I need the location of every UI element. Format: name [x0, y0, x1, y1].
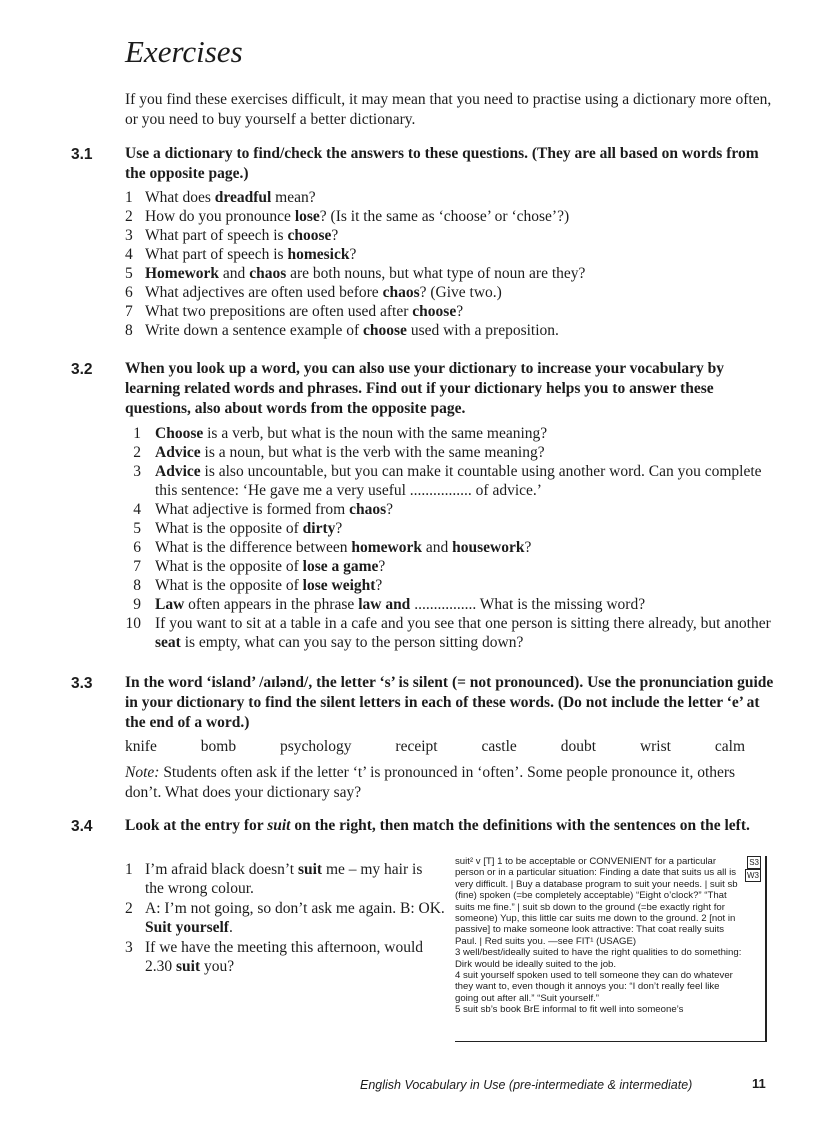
keyword: dirty — [302, 520, 336, 537]
item-text: What adjective is formed from — [155, 501, 350, 518]
dictionary-sense: 5 suit sb’s book BrE informal to fit well into someone’s — [455, 1004, 684, 1016]
item-number: 1 — [125, 189, 133, 206]
keyword: suit — [297, 861, 323, 878]
item-number: 3 — [125, 227, 133, 244]
item-text: I’m afraid black doesn’t — [145, 861, 298, 878]
question-item — [125, 226, 775, 245]
item-number: 4 — [125, 246, 133, 263]
dictionary-sense: suit² v [T] 1 to be acceptable or CONVENIENT for a particular person or in a particular situation: Finding a date that suits us all is very difficult. | Buy a database program to suit your needs. | suit sb (fine) spoken (=be completely acceptable) “Eight o’clock?” “That suits me fine.” | suit sb down to the ground (=be exactly right for someone) Yup, this little car suits me down to the ground. 2 [not in passive] to make someone look attractive: That coat really suits Paul. | Red suits you. —see FIT¹ (USAGE) — [455, 856, 738, 947]
keyword: Homework — [145, 265, 220, 282]
heading-word: suit — [267, 817, 291, 834]
question-item — [127, 443, 779, 462]
item-text: ? — [375, 577, 383, 594]
question-item — [127, 557, 779, 576]
keyword: seat — [155, 634, 181, 651]
question-item — [125, 264, 775, 283]
question-item — [127, 462, 779, 500]
sentence-item — [125, 860, 445, 898]
question-item — [125, 302, 775, 321]
item-text: you? — [200, 958, 235, 975]
word-item: castle — [481, 738, 517, 755]
item-number: 9 — [133, 596, 141, 613]
item-text: ? — [456, 303, 464, 320]
sentence-item — [125, 938, 445, 976]
item-text: What is the opposite of — [155, 577, 303, 594]
exercise-list-3-2 — [127, 424, 779, 652]
item-text: . — [228, 919, 233, 936]
item-text: often appears in the phrase — [184, 596, 359, 613]
question-item — [125, 283, 775, 302]
item-text: If you want to sit at a table in a cafe and you see that one person is sitting there already, but another — [155, 615, 771, 632]
keyword: suit — [176, 958, 201, 975]
item-text: How do you pronounce — [145, 208, 295, 225]
item-text: What part of speech is — [145, 246, 288, 263]
keyword: homework — [351, 539, 422, 556]
question-item — [125, 188, 775, 207]
note — [125, 763, 775, 803]
keyword: choose — [287, 227, 332, 244]
keyword: lose — [294, 208, 320, 225]
exercise-heading-3-3: In the word ‘island’ /aɪlənd/, the letter ‘s’ is silent (= not pronounced). Use the pronunciation guide in your dictionary to find the silent letters in each of these words. (Do not include the letter ‘e’ at the end of a word.) — [125, 674, 774, 731]
item-text: is also uncountable, but you can make it countable using another word. Can you complete this sentence: ‘He gave me a very useful ................ of advice.’ — [155, 463, 762, 499]
item-number: 1 — [125, 861, 133, 878]
item-text: What part of speech is — [145, 227, 288, 244]
question-item — [127, 500, 779, 519]
keyword: Choose — [155, 425, 204, 442]
word-item: calm — [714, 738, 745, 755]
word-list — [125, 738, 745, 756]
item-number: 10 — [125, 615, 141, 632]
question-item — [127, 424, 779, 443]
item-text: and — [422, 539, 453, 556]
keyword: chaos — [249, 265, 287, 282]
word-item: bomb — [200, 738, 237, 755]
item-text: me – my hair is the wrong colour. — [145, 861, 423, 897]
keyword: chaos — [349, 501, 387, 518]
item-text: What is the opposite of — [155, 520, 303, 537]
heading-part: on the right, then match the definitions with the sentences on the left. — [290, 817, 750, 834]
item-text: ? — [386, 501, 394, 518]
item-text: ? — [378, 558, 386, 575]
item-text: and — [219, 265, 250, 282]
item-text: is empty, what can you say to the person sitting down? — [180, 634, 524, 651]
dictionary-sense: 4 suit yourself spoken used to tell someone they can do whatever they want to, even though it annoys you: “I don’t really feel like going out after all.” “Suit yourself.” — [455, 970, 733, 1004]
item-number: 6 — [133, 539, 141, 556]
dictionary-entry — [455, 856, 767, 1042]
item-text: What is the difference between — [155, 539, 352, 556]
item-text: used with a preposition. — [406, 322, 559, 339]
question-item — [127, 519, 779, 538]
item-number: 3 — [133, 463, 141, 480]
exercise-number-3-2: 3.2 — [71, 361, 93, 378]
note-text: Students often ask if the letter ‘t’ is pronounced in ‘often’. Some people pronounce it, others don’t. What does your dictionary say? — [125, 764, 736, 801]
exercise-number-3-3: 3.3 — [71, 675, 93, 692]
word-item: receipt — [395, 738, 438, 755]
intro-text: If you find these exercises difficult, it may mean that you need to practise using a dictionary more often, or you need to buy yourself a better dictionary. — [125, 91, 772, 128]
question-item — [127, 614, 779, 652]
item-text: ? — [331, 227, 339, 244]
frequency-badge: S3 — [747, 856, 761, 869]
keyword: Suit yourself — [145, 919, 229, 936]
keyword: dreadful — [214, 189, 272, 206]
exercise-heading-3-2: When you look up a word, you can also use your dictionary to increase your vocabulary by learning related words and phrases. Find out if your dictionary helps you to answer these questions, also about words from the opposite page. — [125, 360, 724, 417]
keyword: Advice — [155, 444, 201, 461]
keyword: Advice — [155, 463, 201, 480]
word-item: wrist — [639, 738, 671, 755]
exercise-number-3-4: 3.4 — [71, 818, 93, 835]
footer-book-title: English Vocabulary in Use (pre-intermediate & intermediate) — [360, 1078, 693, 1092]
word-item: doubt — [560, 738, 597, 755]
note-label: Note: — [125, 764, 160, 781]
item-number: 1 — [133, 425, 141, 442]
item-text: ? — [524, 539, 532, 556]
item-number: 3 — [125, 939, 133, 956]
keyword: choose — [363, 322, 407, 339]
frequency-badge: W3 — [745, 869, 761, 882]
item-text: ? — [349, 246, 357, 263]
item-text: ? (Is it the same as ‘choose’ or ‘chose’?) — [319, 208, 570, 225]
exercise-number-3-1: 3.1 — [71, 146, 93, 163]
question-item — [125, 245, 775, 264]
exercise-list-3-4 — [125, 860, 445, 977]
item-text: ? (Give two.) — [419, 284, 502, 301]
keyword: chaos — [382, 284, 420, 301]
question-item — [127, 576, 779, 595]
item-text: is a noun, but what is the verb with the same meaning? — [200, 444, 545, 461]
item-number: 4 — [133, 501, 141, 518]
item-text: are both nouns, but what type of noun are they? — [286, 265, 586, 282]
item-number: 2 — [125, 208, 133, 225]
item-text: If we have the meeting this afternoon, would 2.30 — [145, 939, 424, 975]
item-number: 6 — [125, 284, 133, 301]
item-number: 8 — [133, 577, 141, 594]
item-text: Write down a sentence example of — [145, 322, 364, 339]
item-number: 5 — [133, 520, 141, 537]
item-number: 7 — [125, 303, 133, 320]
exercise-list-3-1 — [125, 188, 775, 340]
keyword: homesick — [287, 246, 350, 263]
question-item — [127, 538, 779, 557]
item-text: mean? — [271, 189, 316, 206]
item-text: What two prepositions are often used after — [145, 303, 413, 320]
item-number: 2 — [133, 444, 141, 461]
keyword: choose — [412, 303, 457, 320]
item-text: is a verb, but what is the noun with the same meaning? — [203, 425, 548, 442]
item-number: 8 — [125, 322, 133, 339]
item-number: 5 — [125, 265, 133, 282]
keyword: lose weight — [302, 577, 376, 594]
keyword: lose a game — [302, 558, 379, 575]
item-number: 7 — [133, 558, 141, 575]
dictionary-sense: 3 well/best/ideally suited to have the right qualities to do something: Dirk would be ideally suited to the job. — [455, 947, 742, 970]
exercise-heading-3-4 — [125, 816, 775, 836]
item-text: A: I’m not going, so don’t ask me again. B: OK. — [145, 900, 445, 917]
word-item: knife — [125, 738, 157, 755]
item-text: What does — [145, 189, 215, 206]
item-text: ................ What is the missing word? — [410, 596, 646, 613]
keyword: Law — [155, 596, 185, 613]
item-text: What adjectives are often used before — [145, 284, 383, 301]
page-number: 11 — [752, 1076, 766, 1091]
heading-part: Look at the entry for — [125, 817, 268, 834]
item-text: ? — [335, 520, 343, 537]
keyword: housework — [452, 539, 525, 556]
sentence-item — [125, 899, 445, 937]
question-item — [127, 595, 779, 614]
page-title: Exercises — [125, 34, 243, 69]
word-item: psychology — [280, 738, 352, 755]
exercise-heading-3-1: Use a dictionary to find/check the answers to these questions. (They are all based on words from the opposite page.) — [125, 145, 759, 182]
item-number: 2 — [125, 900, 133, 917]
item-text: What is the opposite of — [155, 558, 303, 575]
dictionary-entry-body — [455, 856, 761, 1016]
question-item — [125, 321, 775, 340]
keyword: law and — [358, 596, 411, 613]
question-item — [125, 207, 775, 226]
